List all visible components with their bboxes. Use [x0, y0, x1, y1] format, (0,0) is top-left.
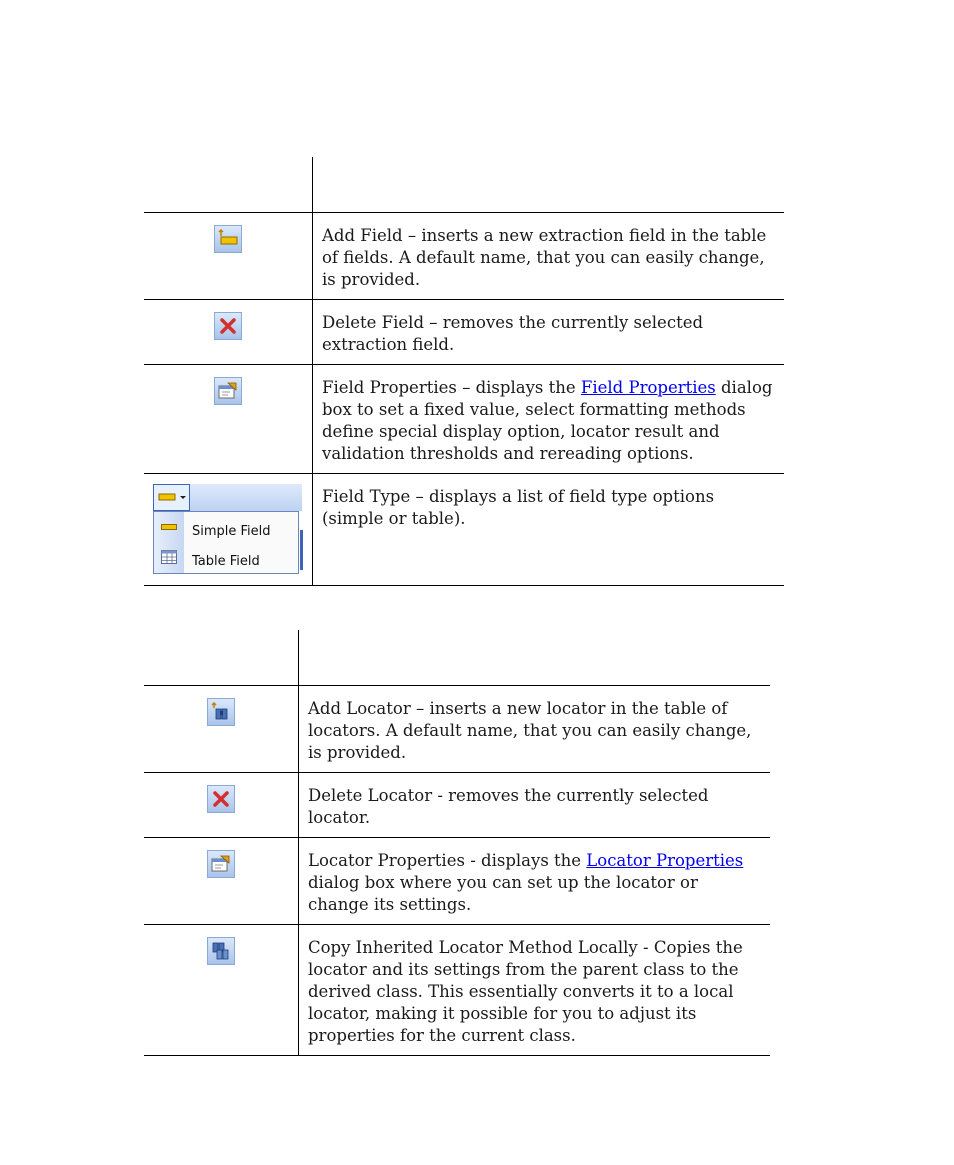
delete-field-button[interactable]: [214, 312, 242, 340]
properties-icon: [218, 381, 238, 401]
field-type-menu: [153, 511, 299, 574]
table-header-row: [144, 157, 784, 213]
delete-field-description: Delete Field – removes the currently selected extraction field.: [313, 300, 785, 365]
menu-item-simple-field[interactable]: Simple Field: [192, 524, 271, 539]
add-field-description: Add Field – inserts a new extraction field in the table of fields. A default name, that you can easily change, is provided.: [313, 213, 785, 300]
table-row: [144, 925, 770, 1056]
locator-properties-link[interactable]: Locator Properties: [586, 851, 744, 870]
table-field-icon: [161, 550, 177, 564]
properties-icon: [211, 854, 231, 874]
add-field-icon: [218, 229, 238, 249]
table-header-row: [144, 630, 770, 686]
delete-locator-description: Delete Locator - removes the currently selected locator.: [299, 773, 771, 838]
field-properties-description: Field Properties – displays the Field Properties dialog box to set a fixed value, select formatting methods define special display option, locator result and validation thresholds and rereading options.: [313, 365, 785, 474]
locator-properties-description: Locator Properties - displays the Locator Properties dialog box where you can set up the locator or change its settings.: [299, 838, 771, 925]
field-type-description: Field Type – displays a list of field type options (simple or table).: [313, 474, 785, 586]
delete-icon: [218, 316, 238, 336]
menu-item-table-field[interactable]: Table Field: [192, 554, 260, 569]
add-locator-button[interactable]: [207, 698, 235, 726]
field-type-icon: [154, 485, 189, 510]
table-row: [144, 474, 784, 586]
simple-field-icon: [161, 522, 177, 532]
copy-locator-button[interactable]: [207, 937, 235, 965]
table-row: [144, 300, 784, 365]
field-properties-link[interactable]: Field Properties: [580, 378, 716, 397]
table-row: [144, 213, 784, 300]
add-field-button[interactable]: [214, 225, 242, 253]
add-locator-description: Add Locator – inserts a new locator in the table of locators. A default name, that you can easily change, is provided.: [299, 686, 771, 773]
table-row: [144, 365, 784, 474]
add-locator-icon: [211, 702, 231, 722]
field-properties-button[interactable]: [214, 377, 242, 405]
table-row: [144, 686, 770, 773]
fields-toolbar-table: [144, 157, 784, 586]
table-row: [144, 838, 770, 925]
table-row: [144, 773, 770, 838]
delete-locator-button[interactable]: [207, 785, 235, 813]
locators-toolbar-table: [144, 630, 770, 1056]
field-type-button[interactable]: [153, 484, 190, 511]
delete-icon: [211, 789, 231, 809]
copy-locator-description: Copy Inherited Locator Method Locally - Copies the locator and its settings from the parent class to the derived class. This essentially converts it to a local locator, making it possible for you to adjust its properties for the current class.: [299, 925, 771, 1056]
chevron-down-icon: [180, 496, 186, 499]
locator-properties-button[interactable]: [207, 850, 235, 878]
copy-locator-icon: [211, 941, 231, 961]
field-type-dropdown[interactable]: [153, 484, 302, 575]
